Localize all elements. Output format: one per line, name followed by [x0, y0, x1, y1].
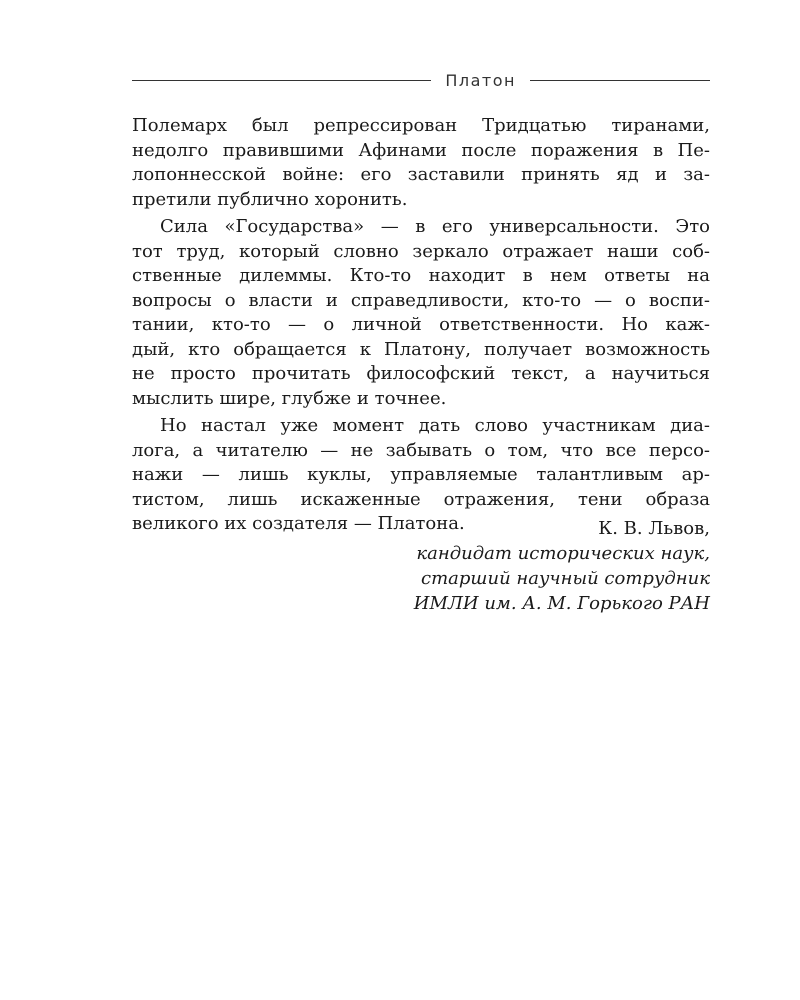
- body-text: [132, 114, 710, 537]
- text-line: великого их создателя — Платона.: [132, 513, 465, 534]
- paragraph-2: [132, 215, 710, 411]
- text-line: нажи — лишь куклы, управляемые талантливым ар-: [132, 464, 710, 485]
- author-title-line: кандидат исторических наук,: [416, 543, 710, 564]
- text-line: претили публично хоронить.: [132, 188, 408, 210]
- author-affiliation: ИМЛИ им. А. М. Горького РАН: [413, 593, 710, 614]
- text-line: дый, кто обращается к Платону, получает возможность: [132, 338, 710, 360]
- paragraph-1: [132, 114, 710, 212]
- author-title-line: старший научный сотрудник: [421, 568, 710, 589]
- header-rule-right: [530, 80, 710, 81]
- text-line: Сила «Государства» — в его универсальности. Это: [160, 216, 710, 237]
- text-line: ственные дилеммы. Кто-то находит в нем ответы на: [132, 265, 710, 286]
- running-head-title: Платон: [445, 70, 516, 90]
- text-line: тот труд, который словно зеркало отражает наши соб-: [132, 240, 710, 262]
- text-line: не просто прочитать философский текст, а научиться: [132, 363, 710, 384]
- text-line: вопросы о власти и справедливости, кто-то — о воспи-: [132, 289, 710, 311]
- author-name: К. В. Львов,: [598, 518, 710, 539]
- header-rule-left: [132, 80, 431, 81]
- text-line: мыслить шире, глубже и точнее.: [132, 387, 447, 409]
- text-line: лога, а читателю — не забывать о том, что все персо-: [132, 439, 710, 461]
- text-line: недолго правившими Афинами после поражения в Пе-: [132, 139, 710, 161]
- text-line: тании, кто-то — о личной ответственности. Но каж-: [132, 314, 710, 335]
- running-head: [132, 68, 710, 92]
- text-line: Полемарх был репрессирован Тридцатью тиранами,: [132, 115, 710, 136]
- text-line: тистом, лишь искаженные отражения, тени образа: [132, 488, 710, 510]
- author-signature: [414, 516, 710, 616]
- text-line: Но настал уже момент дать слово участникам диа-: [160, 415, 710, 436]
- text-line: лопоннесской войне: его заставили принять яд и за-: [132, 164, 710, 185]
